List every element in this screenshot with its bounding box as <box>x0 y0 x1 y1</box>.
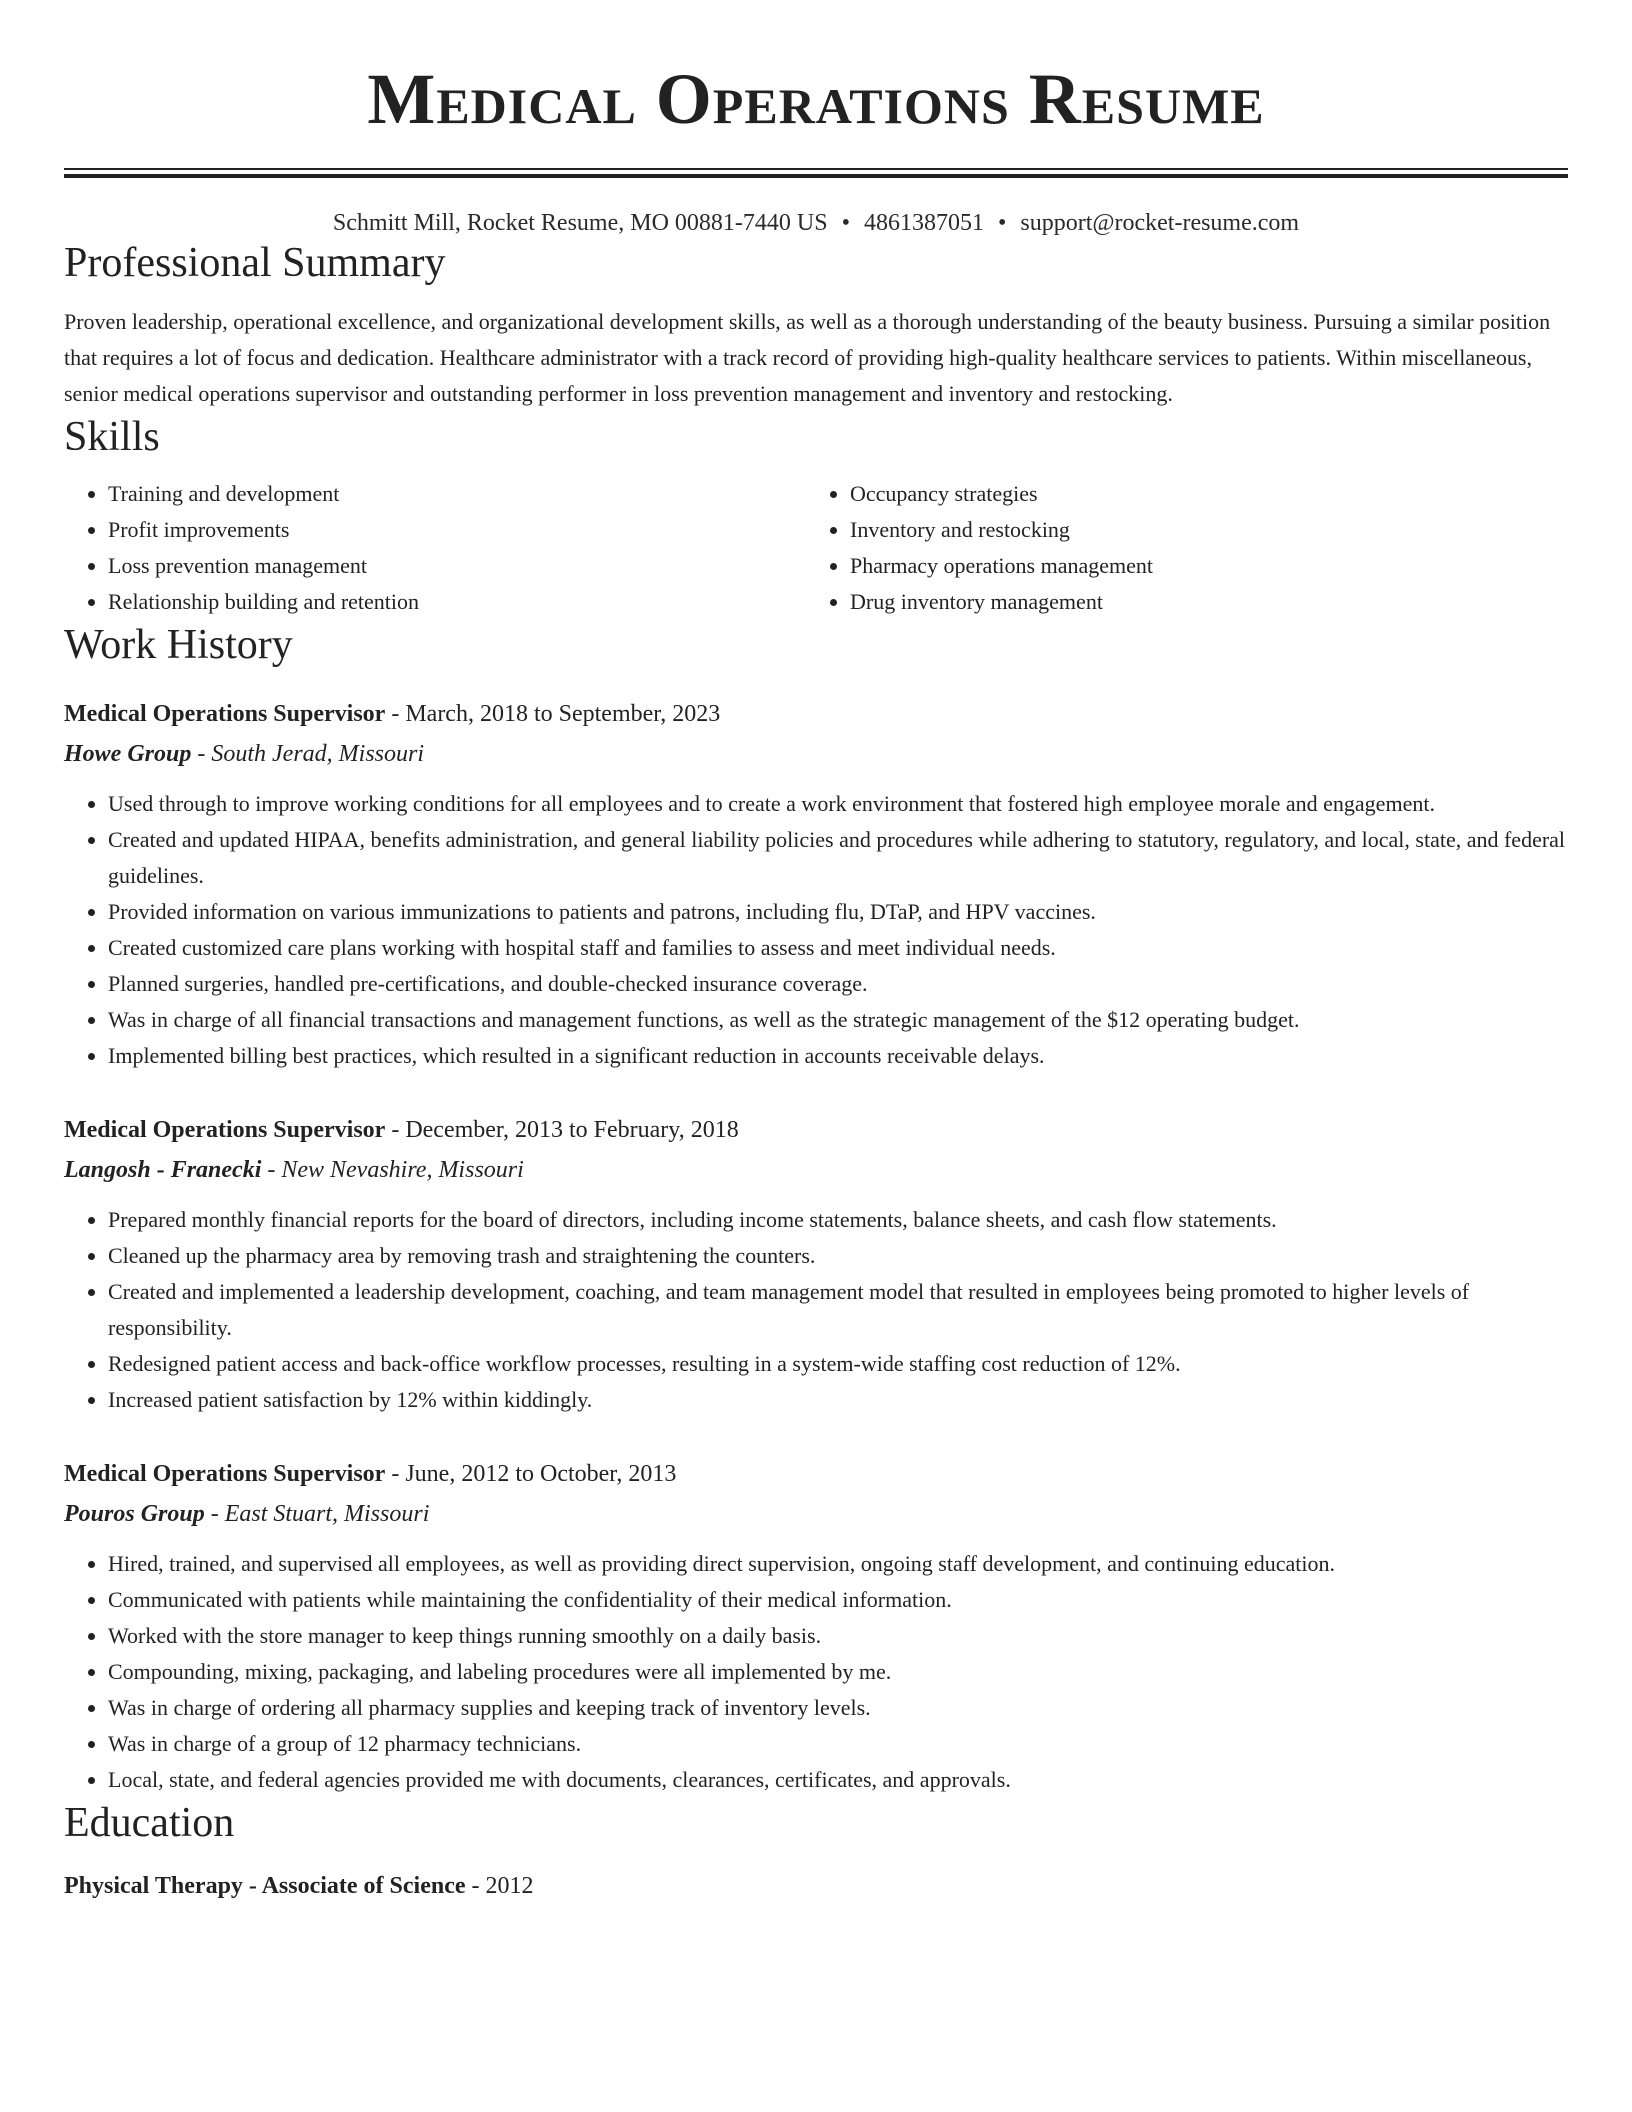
duty-item: • Compounding, mixing, packaging, and labeling procedures were all implemented by me. <box>108 1654 1568 1690</box>
company-line <box>64 734 1568 774</box>
job-entry <box>64 1454 1568 1798</box>
education-heading: Education <box>64 1800 235 1846</box>
contact-address: Schmitt Mill, Rocket Resume, MO 00881-7440 US <box>332 210 828 236</box>
duty-item: • Provided information on various immunizations to patients and patrons, including flu, DTaP, and HPV vaccines. <box>108 894 1568 930</box>
contact-separator: • <box>997 210 1007 236</box>
company-line <box>64 1494 1568 1534</box>
skill-item: • Pharmacy operations management <box>850 548 1548 584</box>
duty-item: • Increased patient satisfaction by 12% within kiddingly. <box>108 1382 1568 1418</box>
summary-heading: Professional Summary <box>64 240 446 286</box>
job-dates: - December, 2013 to February, 2018 <box>385 1117 739 1143</box>
resume-page <box>64 0 1568 1906</box>
duty-item: • Planned surgeries, handled pre-certifications, and double-checked insurance coverage. <box>108 966 1568 1002</box>
job-duties <box>64 786 1568 1074</box>
skill-item: • Inventory and restocking <box>850 512 1548 548</box>
skills-column-left <box>64 476 806 620</box>
duty-item: • Redesigned patient access and back-office workflow processes, resulting in a system-wide staffing cost reduction of 12%. <box>108 1346 1568 1382</box>
job-duties <box>64 1202 1568 1418</box>
resume-title: Medical Operations Resume <box>367 59 1265 139</box>
job-title-line <box>64 694 1568 734</box>
job-entry <box>64 1110 1568 1418</box>
duty-item: • Communicated with patients while maintaining the confidentiality of their medical information. <box>108 1582 1568 1618</box>
skill-item: • Training and development <box>108 476 806 512</box>
skill-item: • Occupancy strategies <box>850 476 1548 512</box>
duty-item: • Used through to improve working conditions for all employees and to create a work environment that fostered high employee morale and engagement. <box>108 786 1568 822</box>
skills-column-right <box>806 476 1548 620</box>
duty-item: • Was in charge of a group of 12 pharmacy technicians. <box>108 1726 1568 1762</box>
duty-item: • Was in charge of ordering all pharmacy supplies and keeping track of inventory levels. <box>108 1690 1568 1726</box>
job-dates: - June, 2012 to October, 2013 <box>385 1461 677 1487</box>
company-location: - New Nevashire, Missouri <box>261 1157 524 1183</box>
skill-item: • Relationship building and retention <box>108 584 806 620</box>
duty-item: • Prepared monthly financial reports for the board of directors, including income statements, balance sheets, and cash flow statements. <box>108 1202 1568 1238</box>
company-location: - East Stuart, Missouri <box>204 1501 430 1527</box>
job-title-line <box>64 1110 1568 1150</box>
job-dates: - March, 2018 to September, 2023 <box>385 701 721 727</box>
duty-item: • Was in charge of all financial transactions and management functions, as well as the strategic management of the $12 operating budget. <box>108 1002 1568 1038</box>
skills-heading: Skills <box>64 414 160 460</box>
degree-year: - 2012 <box>465 1873 534 1899</box>
job-title: Medical Operations Supervisor <box>64 1117 386 1143</box>
duty-item: • Implemented billing best practices, which resulted in a significant reduction in accounts receivable delays. <box>108 1038 1568 1074</box>
degree-name: Physical Therapy - Associate of Science <box>64 1873 466 1899</box>
job-duties <box>64 1546 1568 1798</box>
skill-item: • Drug inventory management <box>850 584 1548 620</box>
contact-line <box>64 208 1568 238</box>
job-title: Medical Operations Supervisor <box>64 1461 386 1487</box>
job-title-line <box>64 1454 1568 1494</box>
contact-email: support@rocket-resume.com <box>1020 210 1300 236</box>
duty-item: • Cleaned up the pharmacy area by removing trash and straightening the counters. <box>108 1238 1568 1274</box>
job-title: Medical Operations Supervisor <box>64 701 386 727</box>
skills-list <box>64 476 1568 620</box>
summary-text: Proven leadership, operational excellence, and organizational development skills, as well as a thorough understanding of the beauty business. Pursuing a similar position that requires a lot of focus and dedication. Healthcare administrator with a track record of providing high-quality healthcare services to patients. Within miscellaneous, senior medical operations supervisor and outstanding performer in loss prevention management and inventory and restocking. <box>64 309 1551 406</box>
contact-separator: • <box>841 210 850 236</box>
duty-item: • Created and updated HIPAA, benefits administration, and general liability policies and procedures while adhering to statutory, regulatory, and local, state, and federal guidelines. <box>108 822 1568 894</box>
contact-phone: 4861387051 <box>863 210 984 236</box>
duty-item: • Worked with the store manager to keep things running smoothly on a daily basis. <box>108 1618 1568 1654</box>
company-location: - South Jerad, Missouri <box>191 741 425 767</box>
title-divider <box>64 168 1568 178</box>
job-entry <box>64 694 1568 1074</box>
duty-item: • Hired, trained, and supervised all employees, as well as providing direct supervision, ongoing staff development, and continuing education. <box>108 1546 1568 1582</box>
company-name: Pouros Group <box>64 1501 205 1527</box>
work-history-heading: Work History <box>64 622 293 668</box>
company-line <box>64 1150 1568 1190</box>
company-name: Howe Group <box>64 741 192 767</box>
duty-item: • Created and implemented a leadership development, coaching, and team management model that resulted in employees being promoted to higher levels of responsibility. <box>108 1274 1568 1346</box>
duty-item: • Local, state, and federal agencies provided me with documents, clearances, certificates, and approvals. <box>108 1762 1568 1798</box>
education-entry <box>64 1866 1568 1906</box>
skill-item: • Profit improvements <box>108 512 806 548</box>
company-name: Langosh - Franecki <box>64 1157 262 1183</box>
skill-item: • Loss prevention management <box>108 548 806 584</box>
duty-item: • Created customized care plans working with hospital staff and families to assess and meet individual needs. <box>108 930 1568 966</box>
